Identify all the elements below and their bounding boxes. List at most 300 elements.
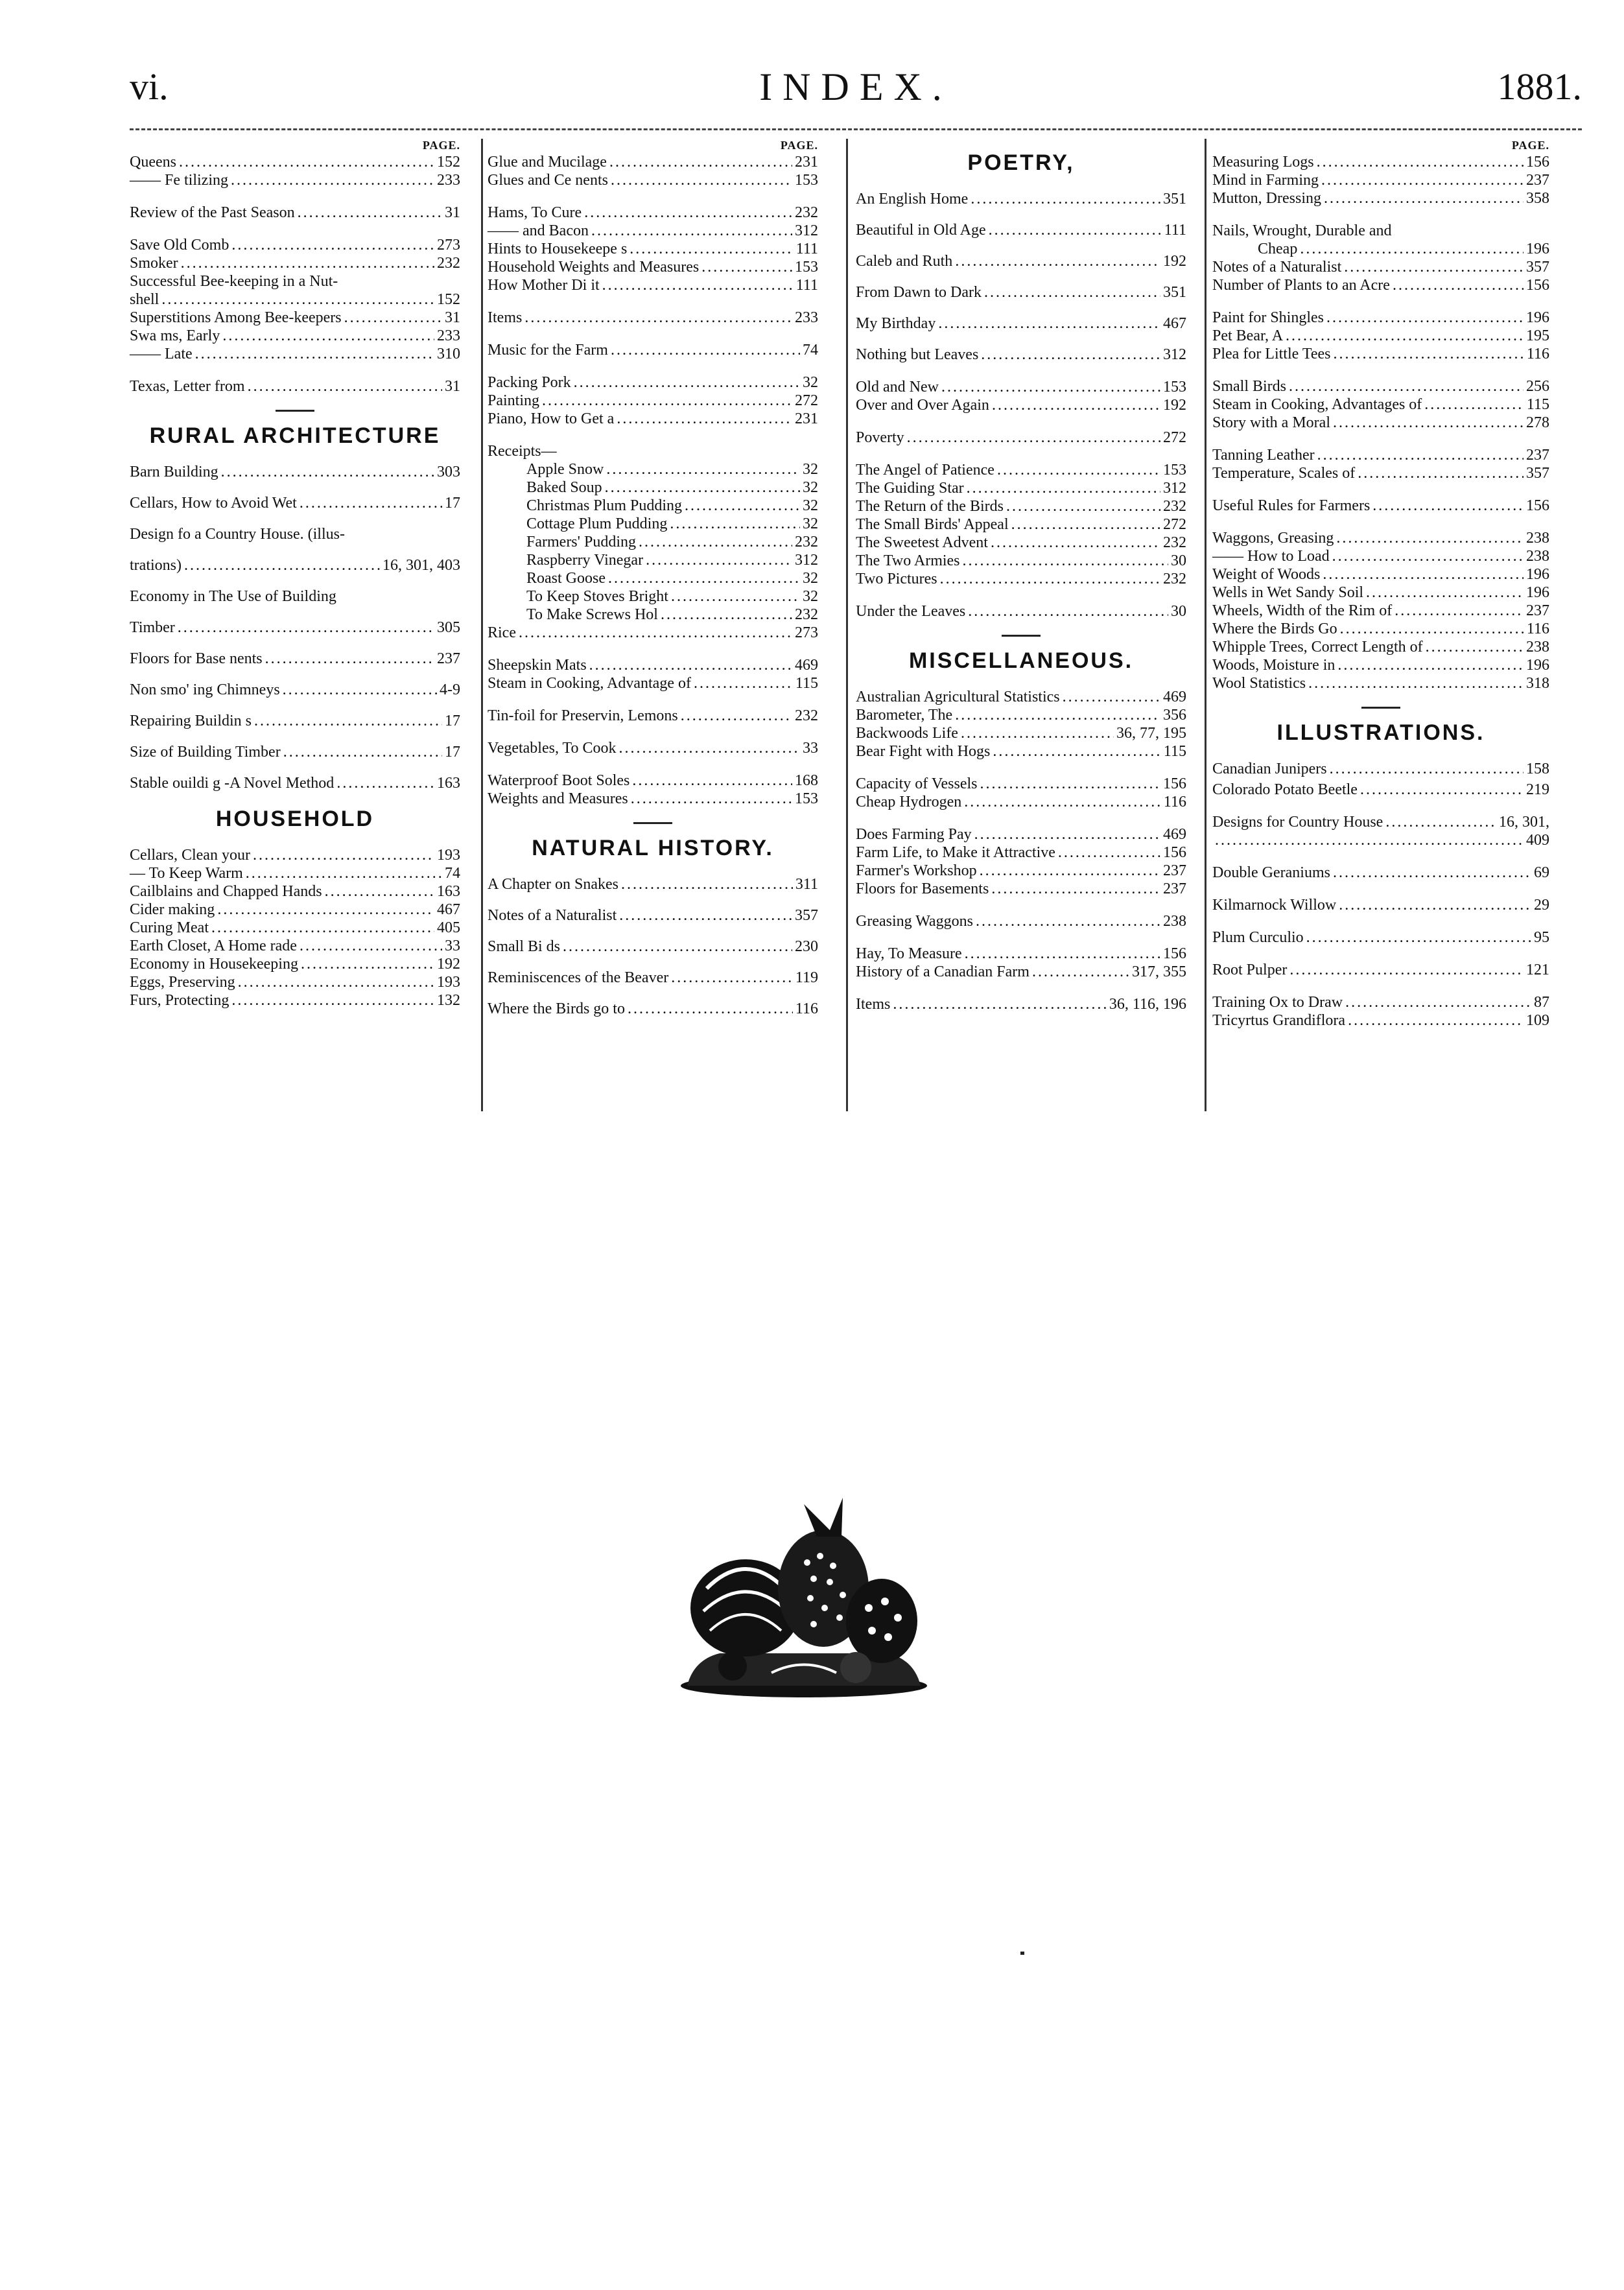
index-entry [488, 258, 818, 276]
dot-leader [989, 221, 1162, 239]
dot-leader [893, 995, 1107, 1013]
index-entry [488, 875, 818, 893]
entry-title: Double Geraniums [1212, 864, 1330, 881]
entry-page-number: 232 [795, 534, 818, 550]
index-entry [1212, 414, 1549, 432]
index-entry [130, 204, 460, 222]
index-entry [1212, 309, 1549, 327]
entry-group [856, 429, 1186, 447]
entry-group [488, 707, 818, 725]
index-column-4 [1212, 139, 1549, 1044]
entry-title: Economy in Housekeeping [130, 956, 298, 973]
entry-page-number: 196 [1526, 309, 1549, 326]
index-entry [1212, 258, 1549, 276]
entry-page-number: 272 [795, 392, 818, 409]
entry-page-number: 232 [795, 606, 818, 623]
entry-page-number: 17 [445, 495, 460, 512]
dot-leader [222, 327, 434, 345]
dot-leader [611, 341, 800, 359]
entry-page-number: 32 [803, 497, 818, 514]
dot-leader [907, 429, 1160, 447]
index-entry [130, 846, 460, 864]
dot-leader [1332, 547, 1524, 565]
entry-page-number: 16, 301, [1499, 814, 1549, 831]
index-entry [856, 479, 1186, 497]
index-entry [1212, 638, 1549, 656]
dot-leader [639, 533, 792, 551]
index-entry [856, 283, 1186, 301]
index-entry [130, 864, 460, 882]
dot-leader [184, 556, 380, 574]
index-entry [856, 346, 1186, 364]
entry-page-number: 152 [437, 154, 460, 171]
index-entry [488, 551, 818, 569]
entry-page-number: 232 [1163, 534, 1186, 551]
section-title-miscellaneous: MISCELLANEOUS. [908, 648, 1134, 673]
section-title-natural-history: NATURAL HISTORY. [532, 836, 774, 860]
entry-group [488, 204, 818, 294]
index-entry [1212, 674, 1549, 692]
index-entry [856, 825, 1186, 844]
index-entry [488, 569, 818, 587]
entry-page-number: 156 [1163, 775, 1186, 792]
entry-page-number: 356 [1163, 707, 1186, 724]
entry-title: Successful Bee-keeping in a Nut- [130, 273, 338, 290]
entry-title: Small Birds [1212, 378, 1287, 395]
index-entry [856, 775, 1186, 793]
entry-group [488, 739, 818, 757]
index-entry [488, 790, 818, 808]
entry-title: Where the Birds go to [488, 1000, 625, 1017]
dot-leader [1337, 656, 1524, 674]
entry-page-number: 303 [437, 464, 460, 480]
entry-title: Apple Snow [526, 461, 604, 478]
entry-title: Roast Goose [526, 570, 606, 587]
entry-title: Notes of a Naturalist [1212, 259, 1342, 276]
dot-leader [955, 706, 1160, 724]
dot-leader [591, 222, 792, 240]
dot-leader [181, 254, 434, 272]
index-entry [488, 153, 818, 171]
entry-page-number: 156 [1526, 277, 1549, 294]
entry-page-number: 409 [1526, 832, 1549, 849]
dot-leader [993, 742, 1161, 761]
entry-title: Mutton, Dressing [1212, 190, 1321, 207]
dot-leader [941, 378, 1160, 396]
index-entry [1212, 547, 1549, 565]
entry-page-number: 273 [437, 237, 460, 254]
dot-leader [1289, 961, 1524, 979]
page-column-label: PAGE. [422, 139, 460, 152]
index-entry [130, 681, 460, 699]
entry-title: Tin-foil for Preservin, Lemons [488, 707, 678, 724]
index-entry [130, 882, 460, 901]
index-entry [1212, 656, 1549, 674]
entry-group [130, 204, 460, 222]
entry-title: Tanning Leather [1212, 447, 1315, 464]
entry-title: Woods, Moisture in [1212, 657, 1336, 674]
dot-leader [967, 479, 1160, 497]
entry-page-number: 230 [795, 938, 818, 955]
entry-group [488, 875, 818, 1018]
entry-page-number: 219 [1526, 781, 1549, 798]
dot-leader [1372, 497, 1524, 515]
entry-title: Waggons, Greasing [1212, 530, 1334, 547]
entry-title: My Birthday [856, 315, 936, 332]
entry-title: Tricyrtus Grandiflora [1212, 1012, 1346, 1029]
index-entry [130, 463, 460, 481]
entry-group [856, 688, 1186, 761]
index-entry [130, 587, 460, 606]
column-divider [1205, 139, 1206, 1111]
entry-title: Hints to Housekeepe s [488, 241, 628, 257]
entry-title: Farmers' Pudding [526, 534, 636, 550]
dot-leader [955, 252, 1160, 270]
entry-group [1212, 961, 1549, 979]
entry-page-number: 232 [437, 255, 460, 272]
dot-leader [991, 880, 1160, 898]
index-entry [856, 378, 1186, 396]
dot-leader [617, 410, 792, 428]
index-entry [856, 945, 1186, 963]
entry-title: Glues and Ce nents [488, 172, 608, 189]
entry-title: Over and Over Again [856, 397, 989, 414]
index-entry [130, 153, 460, 171]
dot-leader [283, 681, 437, 699]
entry-title: Rice [488, 624, 516, 641]
index-entry [130, 650, 460, 668]
entry-title: Weights and Measures [488, 790, 628, 807]
entry-group [1212, 864, 1549, 882]
entry-page-number: 192 [437, 956, 460, 973]
entry-page-number: 238 [1526, 639, 1549, 655]
dot-leader [574, 373, 800, 392]
entry-title: Christmas Plum Pudding [526, 497, 683, 514]
index-entry [1212, 831, 1549, 849]
entry-page-number: 278 [1526, 414, 1549, 431]
entry-page-number: 469 [795, 657, 818, 674]
entry-page-number: 115 [795, 675, 818, 692]
entry-title: Sheepskin Mats [488, 657, 587, 674]
dot-leader [1395, 602, 1524, 620]
index-entry [130, 919, 460, 937]
dot-leader [1317, 446, 1524, 464]
index-entry [856, 221, 1186, 239]
entry-page-number: 31 [445, 378, 460, 395]
entry-title: Non smo' ing Chimneys [130, 681, 280, 698]
page-number-roman: vi. [130, 65, 169, 108]
page-title: INDEX. [759, 65, 952, 108]
entry-title: Superstitions Among Bee-keepers [130, 309, 342, 326]
entry-title: Australian Agricultural Statistics [856, 689, 1060, 705]
entry-group [1212, 377, 1549, 432]
section-dash [276, 410, 314, 412]
dot-leader [1324, 189, 1524, 207]
column-divider [846, 139, 848, 1111]
entry-title: Colorado Potato Beetle [1212, 781, 1358, 798]
dot-leader [1306, 928, 1531, 947]
index-entry [856, 724, 1186, 742]
entry-page-number: 17 [445, 744, 460, 761]
entry-page-number: 318 [1526, 675, 1549, 692]
entry-page-number: 31 [445, 204, 460, 221]
entry-title: Cellars, How to Avoid Wet [130, 495, 297, 512]
entry-title: From Dawn to Dark [856, 284, 982, 301]
entry-page-number: 116 [1163, 794, 1186, 810]
entry-group [130, 153, 460, 189]
entry-page-number: 111 [795, 277, 818, 294]
entry-group [488, 624, 818, 642]
index-entry [856, 706, 1186, 724]
index-entry [1212, 222, 1549, 240]
index-entry [1212, 189, 1549, 207]
dot-leader [1424, 395, 1524, 414]
index-entry [856, 534, 1186, 552]
entry-title: Steam in Cooking, Advantage of [488, 675, 691, 692]
entry-title: Earth Closet, A Home rade [130, 938, 297, 954]
entry-title: —— and Bacon [488, 222, 589, 239]
entry-page-number: 196 [1526, 241, 1549, 257]
entry-title: A Chapter on Snakes [488, 876, 618, 893]
entry-title: Designs for Country House [1212, 814, 1383, 831]
dot-leader [1360, 781, 1524, 799]
entry-title: Cheap [1258, 241, 1298, 257]
entry-group [488, 309, 818, 327]
entry-page-number: 233 [795, 309, 818, 326]
entry-title: Nothing but Leaves [856, 346, 979, 363]
entry-page-number: 95 [1534, 929, 1549, 946]
index-entry [488, 587, 818, 606]
entry-title: Cider making [130, 901, 215, 918]
section-dash [1361, 707, 1400, 709]
dot-leader [1339, 896, 1531, 914]
dot-leader [694, 674, 793, 692]
entry-title: Repairing Buildin s [130, 713, 252, 729]
index-entry [1212, 171, 1549, 189]
index-entry [130, 254, 460, 272]
fruit-basket-ornament [674, 1491, 934, 1712]
entry-title: The Angel of Patience [856, 462, 994, 478]
index-column-1 [130, 139, 460, 1024]
entry-group [488, 153, 818, 189]
entry-title: Poverty [856, 429, 904, 446]
entry-group [856, 825, 1186, 898]
dot-leader [961, 724, 1114, 742]
entry-page-number: 272 [1163, 516, 1186, 533]
dot-leader [1336, 529, 1524, 547]
index-entry [488, 240, 818, 258]
entry-title: Curing Meat [130, 919, 209, 936]
entry-group [1212, 153, 1549, 207]
entry-title: Design fo a Country House. (illus- [130, 526, 345, 543]
index-entry [1212, 497, 1549, 515]
column-divider [481, 139, 483, 1111]
dot-leader [211, 919, 434, 937]
index-entry [130, 743, 460, 761]
entry-title: Save Old Comb [130, 237, 229, 254]
dot-leader [231, 236, 434, 254]
page-year: 1881. [1497, 65, 1582, 108]
entry-page-number: 351 [1163, 191, 1186, 207]
entry-page-number: 4-9 [440, 681, 460, 698]
dot-leader [964, 793, 1161, 811]
entry-page-number: 115 [1163, 743, 1186, 760]
entry-title: Nails, Wrought, Durable and [1212, 222, 1392, 239]
entry-title: To Keep Stoves Bright [526, 588, 668, 605]
section-title-illustrations: ILLUSTRATIONS. [1277, 720, 1485, 745]
index-entry [488, 533, 818, 551]
dot-leader [1006, 497, 1160, 515]
entry-page-number: 467 [437, 901, 460, 918]
dot-leader [1300, 240, 1524, 258]
entry-title: Kilmarnock Willow [1212, 897, 1337, 914]
entry-page-number: 156 [1526, 497, 1549, 514]
entry-title: Smoker [130, 255, 178, 272]
dot-leader [963, 552, 1168, 570]
dot-leader [980, 862, 1160, 880]
index-entry [488, 1000, 818, 1018]
entry-group [130, 236, 460, 363]
index-entry [856, 742, 1186, 761]
index-entry [1212, 864, 1549, 882]
index-entry [488, 624, 818, 642]
entry-title: Music for the Farm [488, 342, 608, 359]
entry-title: History of a Canadian Farm [856, 963, 1030, 980]
entry-title: How Mother Di it [488, 277, 600, 294]
dot-leader [1308, 674, 1524, 692]
dot-leader [195, 345, 434, 363]
entry-title: Texas, Letter from [130, 378, 245, 395]
entry-group [856, 190, 1186, 364]
entry-title: Where the Birds Go [1212, 620, 1337, 637]
index-entry [488, 906, 818, 925]
entry-page-number: 32 [803, 374, 818, 391]
index-entry [130, 345, 460, 363]
dot-leader [254, 712, 442, 730]
index-entry [1212, 781, 1549, 799]
dot-leader [246, 864, 442, 882]
dot-leader [298, 204, 442, 222]
index-entry [130, 619, 460, 637]
index-entry [1212, 464, 1549, 482]
entry-page-number: 168 [795, 772, 818, 789]
entry-page-number: 31 [445, 309, 460, 326]
entry-group [1212, 896, 1549, 914]
entry-page-number: 116 [1526, 346, 1549, 362]
index-entry [488, 772, 818, 790]
index-entry [130, 236, 460, 254]
dot-leader [1333, 864, 1531, 882]
dot-leader [965, 945, 1160, 963]
index-entry [488, 204, 818, 222]
entry-title: Pet Bear, A [1212, 327, 1284, 344]
dot-leader [608, 569, 800, 587]
dot-leader [325, 882, 434, 901]
entry-page-number: 469 [1163, 689, 1186, 705]
entry-page-number: 310 [437, 346, 460, 362]
index-entry [856, 570, 1186, 588]
dot-leader [300, 937, 442, 955]
index-entry [130, 901, 460, 919]
index-entry [130, 973, 460, 991]
dot-leader [217, 901, 434, 919]
entry-group [1212, 446, 1549, 482]
index-entry [1212, 896, 1549, 914]
entry-title: Items [856, 996, 891, 1013]
index-entry [488, 171, 818, 189]
index-entry [130, 774, 460, 792]
entry-title: Capacity of Vessels [856, 775, 978, 792]
entry-title: Items [488, 309, 523, 326]
entry-page-number: 237 [1526, 172, 1549, 189]
entry-page-number: 156 [1163, 945, 1186, 962]
entry-page-number: 233 [437, 172, 460, 189]
dot-leader [981, 346, 1160, 364]
entry-title: Old and New [856, 379, 939, 395]
entry-title: Small Bi ds [488, 938, 561, 955]
entry-page-number: 30 [1171, 552, 1186, 569]
dot-leader [1333, 414, 1524, 432]
entry-group [856, 945, 1186, 981]
entry-title: Farmer's Workshop [856, 862, 977, 879]
dot-leader [1215, 831, 1524, 849]
index-entry [856, 515, 1186, 534]
entry-group [488, 656, 818, 692]
entry-title: Eggs, Preserving [130, 974, 235, 991]
entry-title: Barometer, The [856, 707, 953, 724]
entry-page-number: 238 [1163, 913, 1186, 930]
entry-group [1212, 760, 1549, 778]
dot-leader [619, 906, 792, 925]
dot-leader [606, 460, 800, 478]
index-entry [1212, 620, 1549, 638]
dot-leader [1063, 688, 1160, 706]
entry-group [856, 461, 1186, 588]
entry-title: Greasing Waggons [856, 913, 973, 930]
entry-group [130, 463, 460, 792]
dot-leader [940, 570, 1160, 588]
dot-leader [1345, 993, 1531, 1011]
index-entry [130, 525, 460, 543]
entry-page-number: 74 [445, 865, 460, 882]
index-entry [130, 991, 460, 1009]
dot-leader [253, 846, 434, 864]
dot-leader [221, 463, 434, 481]
entry-page-number: 193 [437, 847, 460, 864]
entry-page-number: 311 [795, 876, 818, 893]
dot-leader [646, 551, 792, 569]
index-entry [488, 739, 818, 757]
entry-page-number: 232 [795, 204, 818, 221]
entry-page-number: 87 [1534, 994, 1549, 1011]
stray-mark [1020, 1952, 1024, 1955]
index-entry [856, 461, 1186, 479]
entry-group [488, 460, 818, 624]
dot-leader [1426, 638, 1524, 656]
index-entry [856, 190, 1186, 208]
entry-title: Review of the Past Season [130, 204, 295, 221]
dot-leader [938, 314, 1160, 333]
index-entry [488, 460, 818, 478]
dot-leader [524, 309, 792, 327]
index-entry [1212, 377, 1549, 395]
entry-group [1212, 222, 1549, 294]
section-title-household: HOUSEHOLD [215, 807, 375, 831]
entry-title: — To Keep Warm [130, 865, 243, 882]
entry-page-number: 33 [803, 740, 818, 757]
page-column-label: PAGE. [1511, 139, 1549, 152]
dot-leader [1323, 565, 1524, 584]
